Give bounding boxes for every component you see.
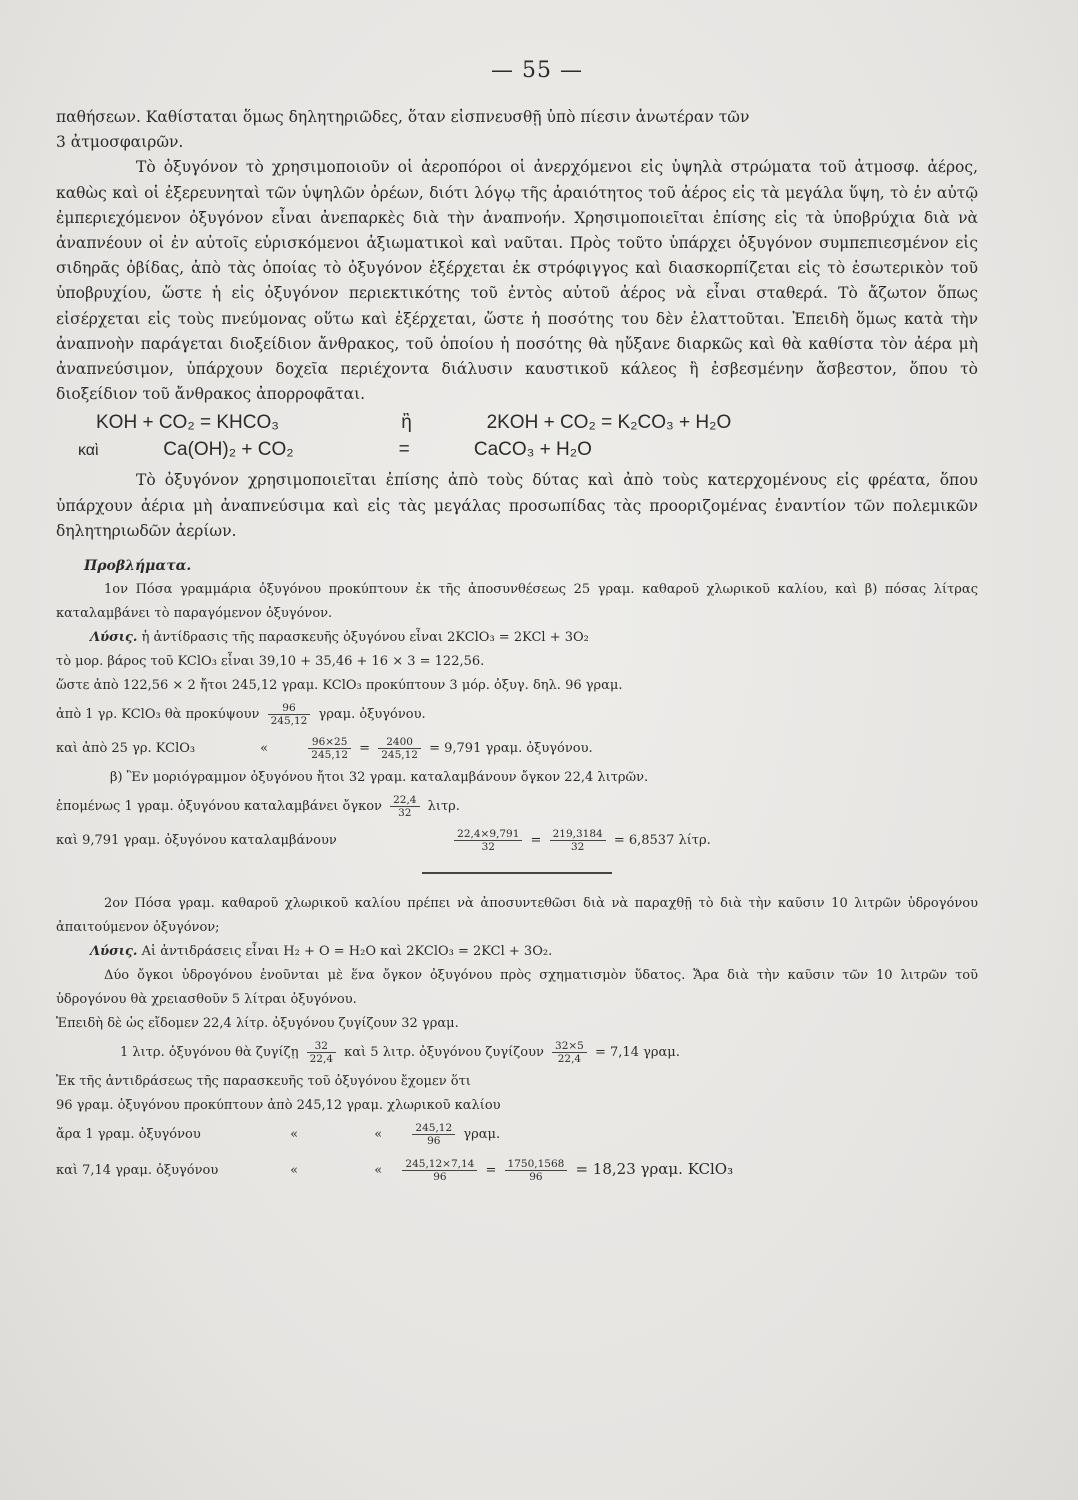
- p1-l8-post: = 6,8537 λίτρ.: [613, 833, 711, 849]
- equals: =: [530, 833, 542, 849]
- problem-1-line-4: [56, 698, 978, 732]
- denominator: 245,12: [378, 748, 421, 761]
- eq1-or: ἢ: [401, 412, 412, 434]
- fraction: [552, 1040, 587, 1065]
- problem-1-line-5: [56, 732, 978, 766]
- eq2-right: CaCO₃ + H₂O: [473, 439, 592, 461]
- p1-l7-text: ἑπομένως 1 γραμ. ὀξυγόνου καταλαμβάνει ὄγκον: [56, 799, 382, 815]
- p1-l4-post: γραμ. ὀξυγόνου.: [318, 707, 426, 723]
- p1-l7-post: λιτρ.: [427, 799, 460, 815]
- equals: =: [485, 1163, 497, 1179]
- equation-2: [78, 436, 978, 464]
- numerator: 22,4×9,791: [457, 828, 520, 841]
- ditto-mark: «: [290, 1127, 299, 1143]
- problem-1-line-1: [56, 626, 978, 650]
- p1-reaction: ἡ ἀντίδρασις τῆς παρασκευῆς ὀξυγόνου εἶναι 2KClO₃ = 2KCl + 3O₂: [141, 630, 589, 646]
- p2-reactions: Αἱ ἀντιδράσεις εἶναι H₂ + O = H₂O καὶ 2KClO₃ = 2KCl + 3O₂.: [141, 944, 553, 960]
- problem-2-statement: 2ον Πόσα γραμ. καθαροῦ χλωρικοῦ καλίου πρέπει νὰ ἀποσυντεθῶσι διὰ νὰ παραχθῇ τὸ διὰ τὴν καῦσιν 10 λιτρῶν ὑδρογόνου ἀπαιτούμενον ὀξυγόνον;: [56, 896, 978, 936]
- equals: =: [359, 741, 371, 757]
- p1-l5-text: καὶ ἀπὸ 25 γρ. KClO₃: [56, 741, 196, 757]
- fraction: [505, 1158, 568, 1183]
- problem-1-line-2: τὸ μορ. βάρος τοῦ KClO₃ εἶναι 39,10 + 35,46 + 16 × 3 = 122,56.: [56, 654, 485, 670]
- problem-1-line-8: [56, 824, 978, 858]
- numerator: 22,4: [393, 794, 417, 807]
- p2-l8-text: καὶ 7,14 γραμ. ὀξυγόνου: [56, 1163, 219, 1179]
- fraction: [378, 736, 421, 761]
- problems-title: Προβλήματα.: [84, 558, 192, 575]
- numerator: 219,3184: [552, 828, 603, 841]
- solution-label: Λύσις.: [90, 630, 138, 646]
- paragraph-oxygen-uses: Τὸ ὀξυγόνον τὸ χρησιμοποιοῦν οἱ ἀεροπόροι οἱ ἀνερχόμενοι εἰς ὑψηλὰ στρώματα τοῦ ἀτμοσφ. ἀέρος, καθὼς καὶ οἱ ἐξερευνηταὶ τῶν ὑψηλῶν ὀρέων, διότι λόγῳ τῆς ἀραιότητος τοῦ ἀέρος εἰς τὰ μεγάλα ὕψη, τὸ ἐν αὐτῷ ἐμπεριεχόμενον ὀξυγόνον εἶναι ἀνεπαρκὲς διὰ τὴν ἀναπνοήν. Χρησιμοποιεῖται ἐπίσης εἰς τὰ ὑποβρύχια διὰ νὰ ἀναπνέουν οἱ ἐν αὐτοῖς εὑρισκόμενοι ἀξιωματικοὶ καὶ ναῦται. Πρὸς τοῦτο ὑπάρχει ὀξυγόνον συμπεπιεσμένον εἰς σιδηρᾶς ὀβίδας, ἀπὸ τὰς ὁποίας τὸ ὀξυγόνον ἐξέρχεται ἐκ στρόφιγγος καὶ διασκορπίζεται εἰς τὸ ἐσωτερικὸν τοῦ ὑποβρυχίου, ὥστε ἡ εἰς ὀξυγόνον περιεκτικότης τοῦ ἐντὸς αὐτοῦ ἀέρος νὰ εἶναι σταθερά. Τὸ ἄζωτον ὅπως εἰσέρχεται εἰς τοὺς πνεύμονας οὕτω καὶ ἐξέρχεται, ὥστε ἡ ποσότης του δὲν ἐλαττοῦται. Ἐπειδὴ ὅμως κατὰ τὴν ἀναπνοὴν παράγεται διοξείδιον ἄνθρακος, τοῦ ὁποίου ἡ ποσότης θὰ ηὔξανε διαρκῶς καὶ θὰ καθίστα τὸν ἀέρα μὴ ἀναπνεύσιμον, ὑπάρχουν δοχεῖα περιέχοντα διάλυσιν καυστικοῦ κάλεος ἢ ἐσβεσμένην ἄσβεστον, ὅπου τὸ διοξείδιον τοῦ ἄνθρακος ἀπορροφᾶται.: [56, 158, 978, 404]
- equation-1: [96, 409, 978, 436]
- numerator: 245,12×7,14: [405, 1158, 475, 1171]
- problem-1-line-6: β) Ἓν μοριόγραμμον ὀξυγόνου ἤτοι 32 γραμ. καταλαμβάνουν ὄγκον 22,4 λιτρῶν.: [110, 770, 649, 786]
- denominator: 96: [412, 1134, 455, 1147]
- p2-l7-text: ἄρα 1 γραμ. ὀξυγόνου: [56, 1127, 201, 1143]
- eq2-left: Ca(OH)₂ + CO₂: [163, 439, 294, 461]
- denominator: 32: [454, 840, 522, 853]
- problem-2-line-7: [56, 1118, 978, 1152]
- fraction: [402, 1158, 477, 1183]
- p2-l4-text: 1 λιτρ. ὀξυγόνου θὰ ζυγίζῃ: [120, 1045, 299, 1061]
- fraction: [308, 736, 351, 761]
- numerator: 2400: [386, 736, 413, 749]
- page-number: — 55 —: [491, 58, 583, 83]
- problem-2-line-4: [56, 1036, 978, 1070]
- ditto-mark: «: [374, 1163, 383, 1179]
- problem-2-line-6: 96 γραμ. ὀξυγόνου προκύπτουν ἀπὸ 245,12 γραμ. χλωρικοῦ καλίου: [56, 1098, 501, 1114]
- fraction: [550, 828, 606, 853]
- eq1-right: 2KOH + CO₂ = K₂CO₃ + H₂O: [486, 412, 732, 434]
- ditto-mark: «: [290, 1163, 299, 1179]
- eq2-kai: καὶ: [78, 442, 99, 460]
- eq2-eq: =: [398, 439, 410, 461]
- denominator: 22,4: [307, 1052, 336, 1065]
- p1-l4-text: ἀπὸ 1 γρ. KClO₃ θὰ προκύψουν: [56, 707, 260, 723]
- intro-line-2: 3 ἀτμοσφαιρῶν.: [56, 133, 184, 152]
- p1-l5-post: = 9,791 γραμ. ὀξυγόνου.: [429, 741, 593, 757]
- problem-1-line-7: [56, 790, 978, 824]
- p2-l8-post: = 18,23 γραμ. KClO₃: [575, 1160, 734, 1179]
- denominator: 96: [402, 1170, 477, 1183]
- p2-l4-mid: καὶ 5 λιτρ. ὀξυγόνου ζυγίζουν: [344, 1045, 544, 1061]
- numerator: 1750,1568: [507, 1158, 565, 1171]
- paragraph-divers: Τὸ ὀξυγόνον χρησιμοποιεῖται ἐπίσης ἀπὸ τοὺς δύτας καὶ ἀπὸ τοὺς κατερχομένους εἰς φρέατα, ὅπου ὑπάρχουν ἀέρια μὴ ἀναπνεύσιμα καὶ εἰς τὰς μεγάλας προσωπίδας τὰς προοριζομένας ἐναντίον τῶν πολεμικῶν δηλητηριωδῶν ἀερίων.: [56, 471, 978, 540]
- problem-1-statement: 1ον Πόσα γραμμάρια ὀξυγόνου προκύπτουν ἐκ τῆς ἀποσυνθέσεως 25 γραμ. καθαροῦ χλωρικοῦ καλίου, καὶ β) πόσας λίτρας καταλαμβάνει τὸ παραγόμενον ὀξυγόνον.: [56, 582, 978, 622]
- numerator: 245,12: [415, 1122, 453, 1135]
- fraction: [454, 828, 522, 853]
- fraction: [307, 1040, 336, 1065]
- problem-2-line-5: Ἐκ τῆς ἀντιδράσεως τῆς παρασκευῆς τοῦ ὀξυγόνου ἔχομεν ὅτι: [56, 1074, 471, 1090]
- eq1-left: KOH + CO₂ = KHCO₃: [96, 412, 279, 434]
- intro-line-1: παθήσεων. Καθίσταται ὅμως δηλητηριῶδες, ὅταν εἰσπνευσθῇ ὑπὸ πίεσιν ἀνωτέραν τῶν: [56, 108, 750, 126]
- p2-l7-post: γραμ.: [463, 1127, 501, 1143]
- problem-2-line-2: Δύο ὄγκοι ὑδρογόνου ἑνοῦνται μὲ ἕνα ὄγκον ὀξυγόνου πρὸς σχηματισμὸν ὕδατος. Ἄρα διὰ τὴν καῦσιν τῶν 10 λιτρῶν τοῦ ὑδρογόνου θὰ χρειασθοῦν 5 λίτραι ὀξυγόνου.: [56, 968, 978, 1008]
- numerator: 32: [314, 1040, 328, 1053]
- separator-rule: [422, 872, 612, 874]
- fraction: [268, 702, 311, 727]
- p1-l8-text: καὶ 9,791 γραμ. ὀξυγόνου καταλαμβάνουν: [56, 833, 337, 849]
- denominator: 32: [550, 840, 606, 853]
- problem-2-line-1: [56, 940, 978, 964]
- numerator: 32×5: [555, 1040, 584, 1053]
- ditto-mark: «: [260, 741, 269, 757]
- denominator: 22,4: [552, 1052, 587, 1065]
- fraction: [412, 1122, 455, 1147]
- numerator: 96: [282, 702, 296, 715]
- denominator: 96: [505, 1170, 568, 1183]
- numerator: 96×25: [311, 736, 348, 749]
- denominator: 32: [390, 806, 419, 819]
- solution-label: Λύσις.: [90, 944, 138, 960]
- denominator: 245,12: [308, 748, 351, 761]
- fraction: [390, 794, 419, 819]
- p2-l4-post: = 7,14 γραμ.: [595, 1045, 680, 1061]
- denominator: 245,12: [268, 714, 311, 727]
- ditto-mark: «: [374, 1127, 383, 1143]
- problem-1-line-3: ὥστε ἀπὸ 122,56 × 2 ἤτοι 245,12 γραμ. KClO₃ προκύπτουν 3 μόρ. ὀξυγ. δηλ. 96 γραμ.: [56, 678, 623, 694]
- problem-2-line-3: Ἐπειδὴ δὲ ὡς εἴδομεν 22,4 λίτρ. ὀξυγόνου ζυγίζουν 32 γραμ.: [56, 1016, 459, 1032]
- problem-2-line-8: [56, 1152, 978, 1188]
